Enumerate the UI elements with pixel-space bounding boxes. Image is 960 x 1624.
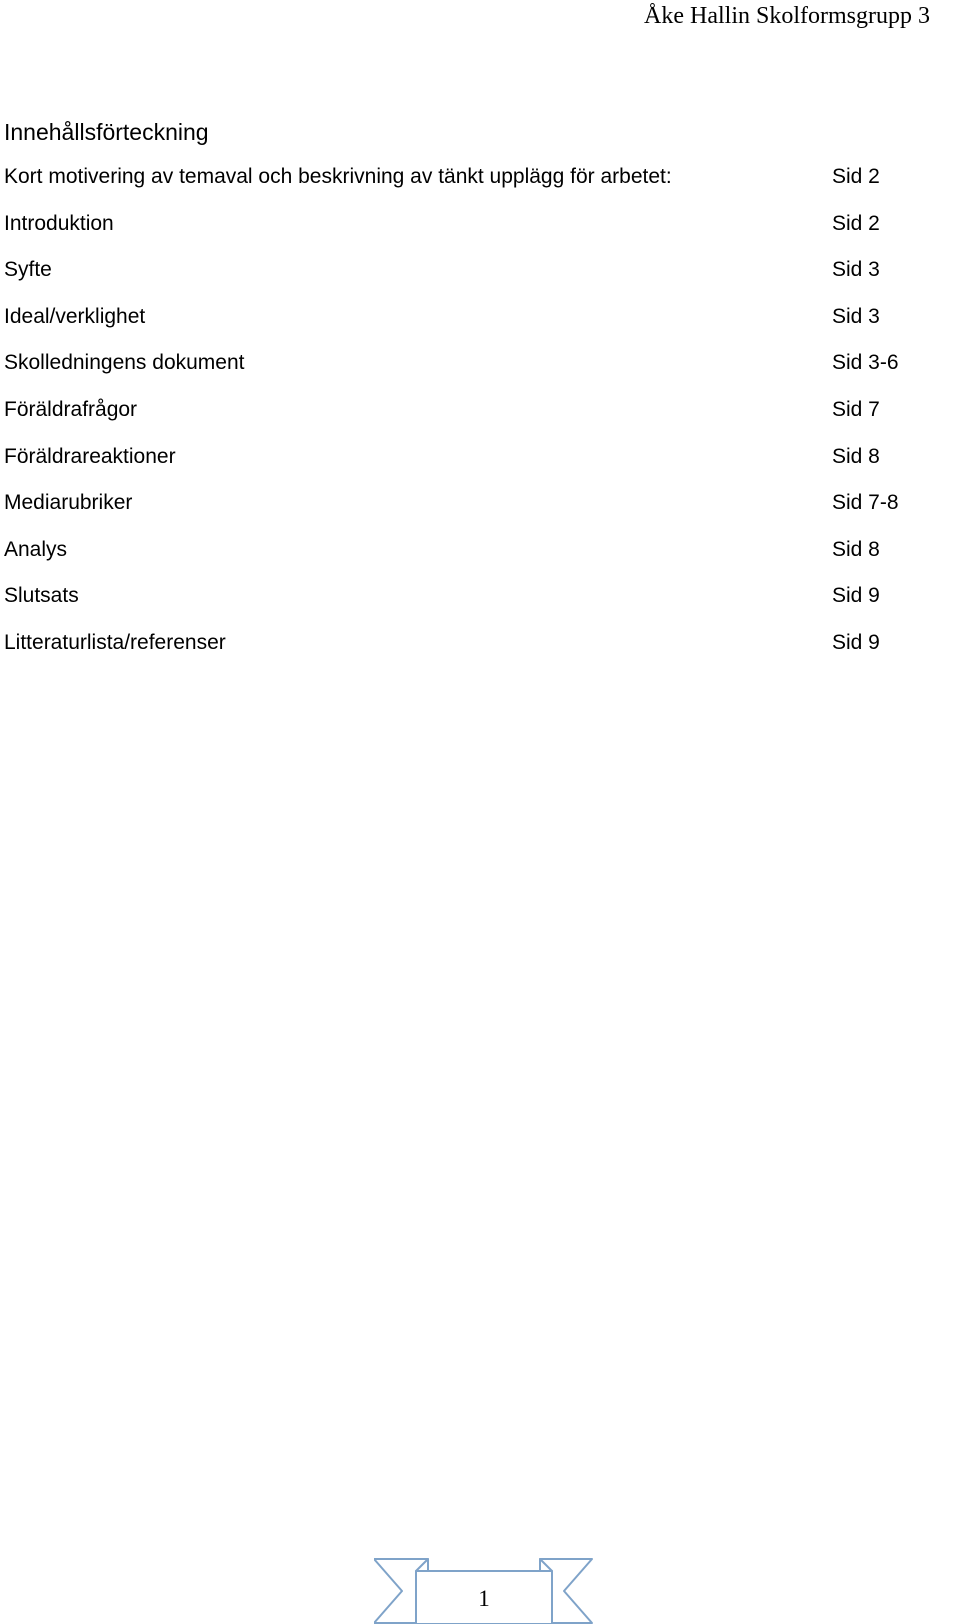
page-number: 1	[478, 1586, 490, 1611]
toc-entry-page: Sid 3-6	[832, 351, 899, 375]
toc-entry	[4, 582, 944, 629]
toc-entry-page: Sid 8	[832, 537, 880, 561]
toc-entry-label: Föräldrafrågor	[4, 397, 138, 421]
toc-entry-page: Sid 2	[832, 165, 880, 188]
toc-entry-label: Introduktion	[4, 211, 114, 235]
page-header: Åke Hallin Skolformsgrupp 3	[644, 3, 930, 29]
toc-entry-page: Sid 3	[832, 304, 880, 328]
toc-entry-label: Ideal/verklighet	[4, 304, 146, 328]
toc-entry	[4, 349, 944, 396]
toc-entry-page: Sid 3	[832, 258, 880, 282]
toc-entry	[4, 443, 944, 490]
toc-entry-label: Analys	[4, 537, 68, 561]
toc-entry-page: Sid 8	[832, 444, 880, 468]
toc-entry-page: Sid 9	[832, 630, 880, 654]
toc-entry	[4, 396, 944, 443]
toc-entry-label: Syfte	[4, 258, 52, 282]
toc-entry-page: Sid 7-8	[832, 491, 899, 515]
toc-entry	[4, 303, 944, 350]
toc-entry-label: Litteraturlista/referenser	[4, 630, 226, 654]
toc-entry-label: Kort motivering av temaval och beskrivning av tänkt upplägg för arbetet:	[4, 165, 672, 188]
toc-entry	[4, 489, 944, 536]
toc-entry	[4, 256, 944, 303]
toc-list	[4, 163, 944, 676]
toc-entry	[4, 163, 944, 210]
toc-title: Innehållsförteckning	[4, 119, 209, 145]
toc-entry	[4, 629, 944, 676]
toc-entry	[4, 210, 944, 257]
toc-entry-label: Skolledningens dokument	[4, 351, 245, 375]
toc-entry-label: Föräldrareaktioner	[4, 444, 176, 468]
toc-entry-page: Sid 7	[832, 397, 880, 421]
toc-entry	[4, 536, 944, 583]
toc-entry-page: Sid 9	[832, 584, 880, 608]
toc-entry-label: Slutsats	[4, 584, 79, 608]
toc-entry-label: Mediarubriker	[4, 491, 133, 515]
toc-entry-page: Sid 2	[832, 211, 880, 235]
